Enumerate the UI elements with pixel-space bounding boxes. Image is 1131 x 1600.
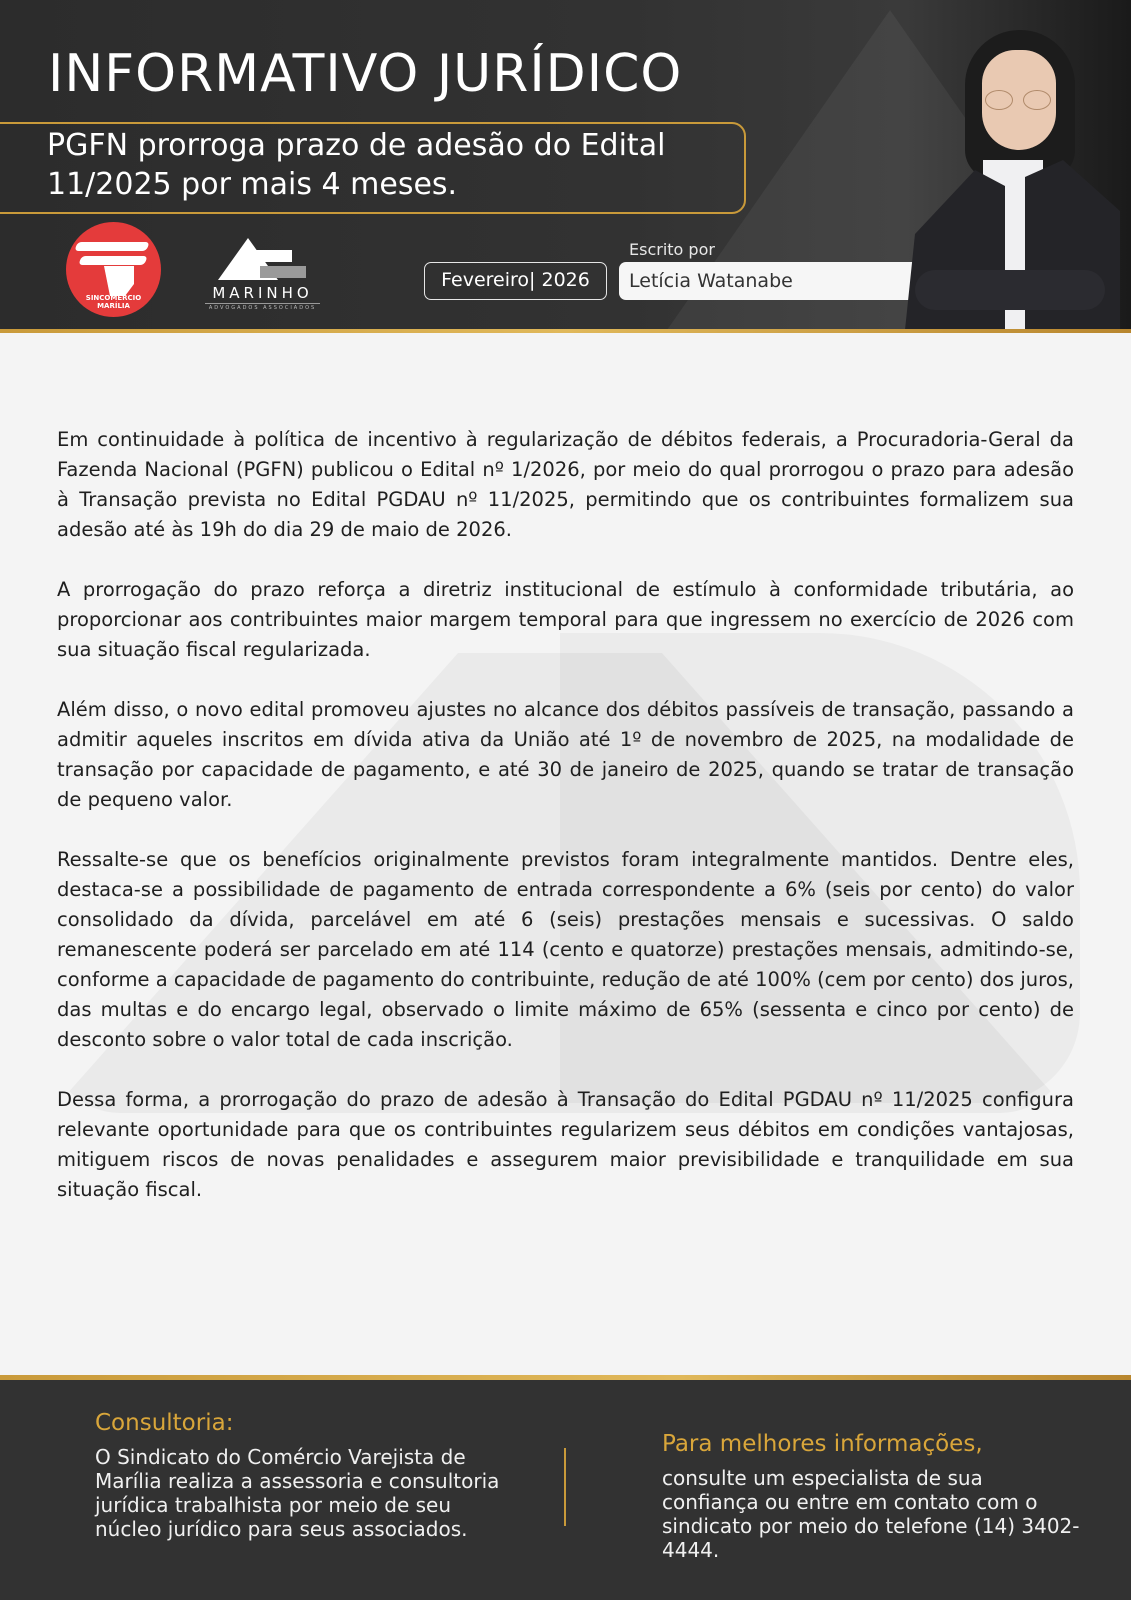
article-headline: PGFN prorroga prazo de adesão do Edital 11/2025 por mais 4 meses.: [47, 128, 666, 202]
consultoria-text: O Sindicato do Comércio Varejista de Marília realiza a assessoria e consultoria jurídica trabalhista por meio de seu núcleo jurídico para seus associados.: [95, 1445, 500, 1541]
footer-vertical-divider: [564, 1448, 566, 1526]
consultoria-title: Consultoria:: [95, 1410, 234, 1436]
logo-profile-icon: [104, 266, 134, 296]
paragraph: Além disso, o novo edital promoveu ajustes no alcance dos débitos passíveis de transação, passando a admitir aqueles inscritos em dívida ativa da União até 1º de novembro de 2025, na modalidade de transação por capacidade de pagamento, e até 30 de janeiro de 2025, quando se tratar de transação de pequeno valor.: [57, 698, 1074, 811]
marinho-bar-icon: [250, 250, 292, 262]
author-name: Letícia Watanabe: [619, 262, 949, 300]
photo-crossed-arms: [915, 270, 1105, 310]
marinho-bar-icon: [260, 266, 306, 278]
paragraph: A prorrogação do prazo reforça a diretriz institucional de estímulo à conformidade tributária, ao proporcionar aos contribuintes maior margem temporal para que ingressem no exercício de 2026 com sua situação fiscal regularizada.: [57, 578, 1074, 661]
sincomercio-caption-line2: MARÍLIA: [97, 302, 130, 310]
author-photo: [905, 20, 1120, 330]
contact-title: Para melhores informações,: [662, 1431, 983, 1457]
sincomercio-logo: [66, 222, 161, 317]
marinho-name: MARINHO: [212, 284, 313, 302]
page-title: INFORMATIVO JURÍDICO: [48, 44, 683, 104]
written-by-label: Escrito por: [629, 240, 715, 259]
marinho-tagline: ADVOGADOS ASSOCIADOS: [208, 305, 317, 311]
paragraph: Ressalte-se que os benefícios originalmente previstos foram integralmente mantidos. Dentre eles, destaca-se a possibilidade de pagamento de entrada correspondente a 6% (seis por cento) do valor consolidado da dívida, parcelável em até 6 (seis) prestações mensais e sucessivas. O saldo remanescente poderá ser parcelado em até 114 (cento e quatorze) prestações mensais, admitindo-se, conforme a capacidade de pagamento do contribuinte, redução de até 100% (cem por cento) dos juros, das multas e do encargo legal, observado o limite máximo de 65% (sessenta e cinco por cento) de desconto sobre o valor total de cada inscrição.: [57, 848, 1074, 1051]
footer: [0, 1380, 1131, 1600]
paragraph: Em continuidade à política de incentivo à regularização de débitos federais, a Procuradoria-Geral da Fazenda Nacional (PGFN) publicou o Edital nº 1/2026, por meio do qual prorrogou o prazo para adesão à Transação prevista no Edital PGDAU nº 11/2025, permitindo que os contribuintes formalizem sua adesão até às 19h do dia 29 de maio de 2026.: [57, 428, 1074, 541]
marinho-logo: [200, 238, 325, 318]
date-badge: Fevereiro| 2026: [424, 262, 607, 300]
marinho-divider: [205, 303, 320, 304]
sincomercio-caption: [66, 294, 161, 310]
header: [0, 0, 1131, 330]
glasses-icon: [985, 90, 1055, 110]
paragraph: Dessa forma, a prorrogação do prazo de adesão à Transação do Edital PGDAU nº 11/2025 configura relevante oportunidade para que os contribuintes regularizem seus débitos em condições vantajosas, mitiguem riscos de novas penalidades e assegurem maior previsibilidade e tranquilidade em sua situação fiscal.: [57, 1088, 1074, 1201]
sincomercio-caption-line1: SINCOMERCIO: [85, 294, 142, 302]
article-body: [0, 333, 1131, 1375]
logo-band: [78, 256, 147, 265]
logo-band: [74, 242, 149, 251]
article-text: [57, 425, 1074, 1235]
contact-text: consulte um especialista de sua confiança ou entre em contato com o sindicato por meio do telefone (14) 3402-4444.: [662, 1466, 1080, 1562]
